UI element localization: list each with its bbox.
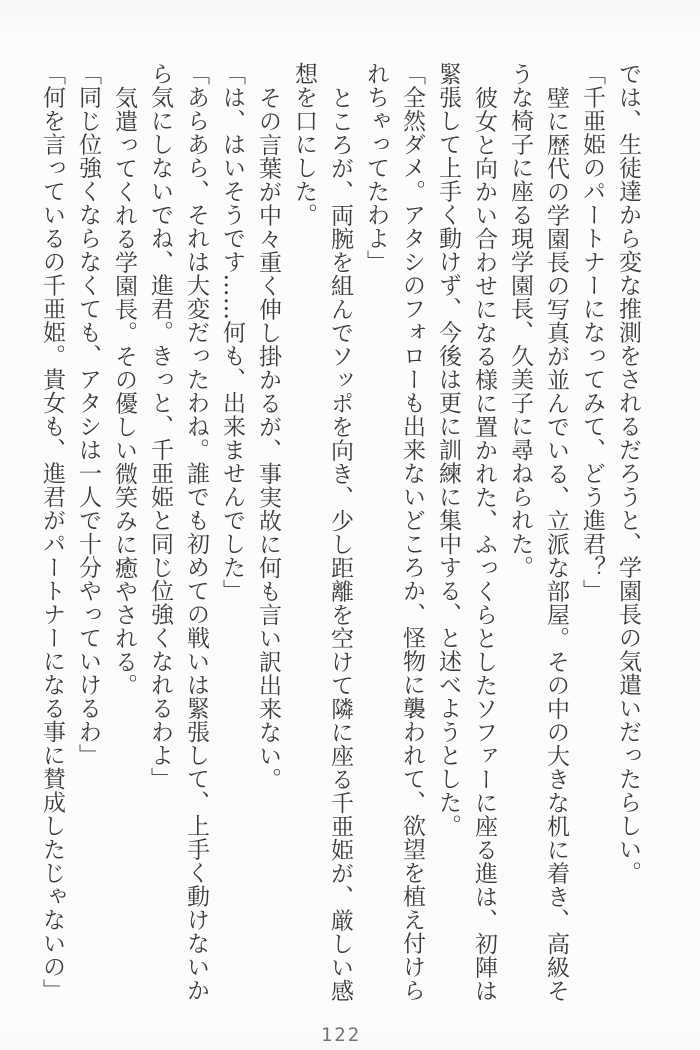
text-column: 緊張して上手く動けず、今後は更に訓練に集中する、と述べようとした。 [435, 62, 461, 838]
text-column: れちゃってたわよ」 [363, 62, 389, 274]
text-column: 「は、はいそうです……何も、出来ませんでした」 [219, 62, 245, 603]
text-column: 彼女と向かい合わせになる様に置かれた、ふっくらとしたソファーに座る進は、初陣は [471, 86, 497, 1003]
text-column: ところが、両腕を組んでソッポを向き、少し距離を空けて隣に座る千亜姫が、厳しい感 [327, 86, 353, 1003]
text-column: 「同じ位強くならなくても、アタシは一人で十分やっていけるわ」 [75, 62, 101, 767]
text-column: では、生徒達から変な推測をされるだろうと、学園長の気遣いだったらしい。 [615, 62, 641, 885]
page-number: 122 [320, 1024, 362, 1046]
text-column: うな椅子に座る現学園長、久美子に尋ねられた。 [507, 62, 533, 579]
text-column: 「何を言っているの千亜姫。貴女も、進君がパートナーになる事に賛成したじゃないの」 [39, 62, 65, 1002]
text-column: 「全然ダメ。アタシのフォローも出来ないどころか、怪物に襲われて、欲望を植え付けら [399, 62, 425, 1002]
text-column: 「あらあら、それは大変だったわね。誰でも初めての戦いは緊張して、上手く動けないか [183, 62, 209, 1002]
text-columns [34, 62, 646, 1012]
text-column: その言葉が中々重く伸し掛かるが、事実故に何も言い訳出来ない。 [255, 86, 281, 791]
text-column: 「千亜姫のパートナーになってみて、どう進君？」 [579, 62, 605, 603]
text-column: ら気にしないでね、進君。きっと、千亜姫と同じ位強くなれるわよ」 [147, 62, 173, 791]
text-column: 壁に歴代の学園長の写真が並んでいる、立派な部屋。その中の大きな机に着き、高級そ [543, 86, 569, 1003]
text-column: 想を口にした。 [291, 62, 317, 227]
text-column: 気遣ってくれる学園長。その優しい微笑みに癒やされる。 [111, 86, 137, 697]
